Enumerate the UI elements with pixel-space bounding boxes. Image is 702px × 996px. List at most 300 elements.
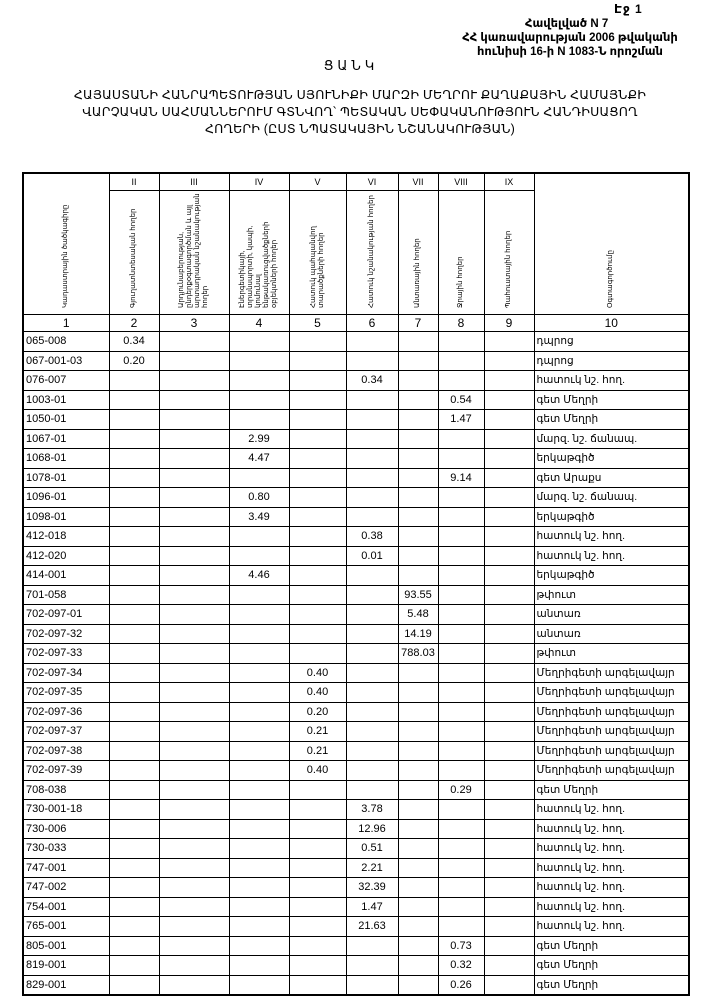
agricultural-land-cell [109, 800, 159, 820]
industrial-land-cell [159, 956, 229, 976]
water-land-cell [438, 897, 484, 917]
forest-land-cell [398, 371, 438, 391]
land-use-cell: Մեղրիգետի արգելավայր [534, 722, 689, 742]
water-land-cell [438, 624, 484, 644]
forest-land-cell [398, 956, 438, 976]
land-use-cell: հատուկ նշ. հող. [534, 917, 689, 937]
land-use-cell: Մեղրիգետի արգելավայր [534, 741, 689, 761]
special-purpose-land-cell [346, 644, 398, 664]
forest-land-cell [398, 917, 438, 937]
column-number: 7 [398, 315, 438, 332]
land-register-table [22, 172, 690, 996]
land-use-cell: դպրոց [534, 351, 689, 371]
cadastral-code-cell: 805-001 [23, 936, 109, 956]
water-land-cell [438, 839, 484, 859]
forest-land-cell [398, 761, 438, 781]
infrastructure-land-cell [229, 468, 289, 488]
industrial-land-cell [159, 839, 229, 859]
agricultural-land-cell [109, 897, 159, 917]
water-land-cell [438, 878, 484, 898]
forest-land-cell [398, 663, 438, 683]
reserve-land-cell [484, 917, 534, 937]
column-number: 5 [289, 315, 346, 332]
cadastral-code-cell: 1096-01 [23, 488, 109, 508]
special-purpose-land-cell [346, 722, 398, 742]
cadastral-code-cell: 414-001 [23, 566, 109, 586]
industrial-land-cell [159, 371, 229, 391]
land-use-cell: հատուկ նշ. հող. [534, 800, 689, 820]
land-use-cell: երկաթգիծ [534, 507, 689, 527]
special-purpose-land-cell [346, 488, 398, 508]
table-row [23, 878, 689, 898]
agricultural-land-cell [109, 527, 159, 547]
protected-land-cell: 0.20 [289, 702, 346, 722]
industrial-land-cell [159, 858, 229, 878]
infrastructure-land-cell: 4.47 [229, 449, 289, 469]
water-land-cell [438, 351, 484, 371]
special-purpose-land-cell: 1.47 [346, 897, 398, 917]
reserve-land-cell [484, 956, 534, 976]
industrial-land-cell [159, 878, 229, 898]
reserve-land-cell [484, 858, 534, 878]
title-line: ՀԱՅԱՍՏԱՆԻ ՀԱՆՐԱՊԵՏՈՒԹՅԱՆ ՍՅՈՒՆԻՔԻ ՄԱՐԶԻ ՄԵՂՐՈՒ ՔԱՂԱՔԱՅԻՆ ՀԱՄԱՅՆՔԻ [73, 88, 647, 102]
table-row [23, 585, 689, 605]
protected-land-cell [289, 449, 346, 469]
land-use-cell: թփուտ [534, 585, 689, 605]
table-row [23, 507, 689, 527]
water-land-cell: 0.54 [438, 390, 484, 410]
column-header-7: Անտառային հողեր [398, 191, 438, 315]
water-land-cell [438, 819, 484, 839]
table-row [23, 819, 689, 839]
reserve-land-cell [484, 780, 534, 800]
land-use-cell: գետ Մեղրի [534, 390, 689, 410]
cadastral-code-cell: 754-001 [23, 897, 109, 917]
industrial-land-cell [159, 722, 229, 742]
roman-numeral: IV [229, 173, 289, 191]
table-row [23, 488, 689, 508]
cadastral-code-cell: 1098-01 [23, 507, 109, 527]
forest-land-cell [398, 702, 438, 722]
water-land-cell: 1.47 [438, 410, 484, 430]
reserve-land-cell [484, 468, 534, 488]
table-row [23, 546, 689, 566]
reserve-land-cell [484, 975, 534, 995]
industrial-land-cell [159, 468, 229, 488]
industrial-land-cell [159, 410, 229, 430]
infrastructure-land-cell [229, 585, 289, 605]
column-header-9: Պահուստային հողեր [484, 191, 534, 315]
water-land-cell [438, 702, 484, 722]
water-land-cell: 0.29 [438, 780, 484, 800]
forest-land-cell: 93.55 [398, 585, 438, 605]
column-header-8: Ջրային հողեր [438, 191, 484, 315]
forest-land-cell [398, 429, 438, 449]
cadastral-code-cell: 702-097-33 [23, 644, 109, 664]
land-use-cell: անտառ [534, 605, 689, 625]
protected-land-cell [289, 975, 346, 995]
special-purpose-land-cell: 0.51 [346, 839, 398, 859]
reserve-land-cell [484, 410, 534, 430]
infrastructure-land-cell [229, 839, 289, 859]
table-row [23, 741, 689, 761]
roman-numeral: VIII [438, 173, 484, 191]
reserve-land-cell [484, 800, 534, 820]
agricultural-land-cell [109, 741, 159, 761]
special-purpose-land-cell [346, 332, 398, 352]
column-number: 1 [23, 315, 109, 332]
land-use-cell: Մեղրիգետի արգելավայր [534, 702, 689, 722]
industrial-land-cell [159, 332, 229, 352]
forest-land-cell [398, 332, 438, 352]
water-land-cell [438, 585, 484, 605]
cadastral-code-cell: 076-007 [23, 371, 109, 391]
column-number: 10 [534, 315, 689, 332]
table-row [23, 332, 689, 352]
cadastral-code-cell: 702-097-01 [23, 605, 109, 625]
industrial-land-cell [159, 546, 229, 566]
industrial-land-cell [159, 683, 229, 703]
forest-land-cell [398, 819, 438, 839]
cadastral-code-cell: 829-001 [23, 975, 109, 995]
water-land-cell [438, 917, 484, 937]
infrastructure-land-cell [229, 936, 289, 956]
infrastructure-land-cell [229, 410, 289, 430]
table-row [23, 761, 689, 781]
forest-land-cell [398, 839, 438, 859]
special-purpose-land-cell [346, 702, 398, 722]
agricultural-land-cell: 0.20 [109, 351, 159, 371]
protected-land-cell [289, 429, 346, 449]
cadastral-code-cell: 1050-01 [23, 410, 109, 430]
reserve-land-cell [484, 585, 534, 605]
annex-line-2: ՀՀ կառավարության 2006 թվականի [462, 32, 678, 44]
water-land-cell [438, 507, 484, 527]
special-purpose-land-cell: 21.63 [346, 917, 398, 937]
table-row [23, 410, 689, 430]
infrastructure-land-cell [229, 858, 289, 878]
reserve-land-cell [484, 936, 534, 956]
forest-land-cell [398, 858, 438, 878]
water-land-cell [438, 663, 484, 683]
cadastral-code-cell: 065-008 [23, 332, 109, 352]
protected-land-cell [289, 800, 346, 820]
column-number: 2 [109, 315, 159, 332]
reserve-land-cell [484, 624, 534, 644]
reserve-land-cell [484, 683, 534, 703]
reserve-land-cell [484, 605, 534, 625]
column-number: 8 [438, 315, 484, 332]
annex-line-1: Հավելված N 7 [525, 18, 609, 30]
land-use-cell: Մեղրիգետի արգելավայր [534, 683, 689, 703]
reserve-land-cell [484, 390, 534, 410]
cadastral-code-cell: 1068-01 [23, 449, 109, 469]
infrastructure-land-cell [229, 605, 289, 625]
agricultural-land-cell [109, 546, 159, 566]
water-land-cell [438, 800, 484, 820]
land-use-cell: երկաթգիծ [534, 566, 689, 586]
forest-land-cell [398, 507, 438, 527]
water-land-cell [438, 683, 484, 703]
land-use-cell: հատուկ նշ. հող. [534, 527, 689, 547]
industrial-land-cell [159, 663, 229, 683]
industrial-land-cell [159, 488, 229, 508]
industrial-land-cell [159, 585, 229, 605]
infrastructure-land-cell [229, 780, 289, 800]
forest-land-cell [398, 975, 438, 995]
protected-land-cell [289, 624, 346, 644]
water-land-cell [438, 722, 484, 742]
column-number-row [23, 315, 689, 332]
table-row [23, 429, 689, 449]
infrastructure-land-cell [229, 819, 289, 839]
protected-land-cell [289, 371, 346, 391]
forest-land-cell [398, 722, 438, 742]
special-purpose-land-cell: 2.21 [346, 858, 398, 878]
column-header-3: Արդյունաբերության, ընդերքօգտագործման և այլ արտադրական նշանակության հողեր [159, 191, 229, 315]
table-row [23, 605, 689, 625]
agricultural-land-cell [109, 390, 159, 410]
infrastructure-land-cell [229, 371, 289, 391]
reserve-land-cell [484, 507, 534, 527]
table-row [23, 644, 689, 664]
protected-land-cell [289, 468, 346, 488]
protected-land-cell [289, 410, 346, 430]
special-purpose-land-cell [346, 624, 398, 644]
forest-land-cell: 14.19 [398, 624, 438, 644]
column-header-1: Կադաստրային ծածկագիրը [23, 173, 109, 315]
infrastructure-land-cell [229, 683, 289, 703]
table-row [23, 683, 689, 703]
table-row [23, 780, 689, 800]
table-row [23, 527, 689, 547]
special-purpose-land-cell [346, 449, 398, 469]
table-row [23, 663, 689, 683]
reserve-land-cell [484, 741, 534, 761]
protected-land-cell [289, 897, 346, 917]
forest-land-cell [398, 546, 438, 566]
table-row [23, 702, 689, 722]
water-land-cell [438, 527, 484, 547]
cadastral-code-cell: 747-001 [23, 858, 109, 878]
water-land-cell [438, 332, 484, 352]
agricultural-land-cell [109, 702, 159, 722]
agricultural-land-cell [109, 566, 159, 586]
protected-land-cell [289, 605, 346, 625]
forest-land-cell [398, 468, 438, 488]
infrastructure-land-cell [229, 722, 289, 742]
cadastral-code-cell: 1067-01 [23, 429, 109, 449]
protected-land-cell [289, 858, 346, 878]
agricultural-land-cell [109, 429, 159, 449]
cadastral-code-cell: 702-097-34 [23, 663, 109, 683]
protected-land-cell: 0.40 [289, 683, 346, 703]
forest-land-cell [398, 566, 438, 586]
table-row [23, 566, 689, 586]
infrastructure-land-cell [229, 975, 289, 995]
reserve-land-cell [484, 839, 534, 859]
roman-numeral: III [159, 173, 229, 191]
industrial-land-cell [159, 429, 229, 449]
protected-land-cell [289, 546, 346, 566]
water-land-cell [438, 546, 484, 566]
table-row [23, 956, 689, 976]
cadastral-code-cell: 702-097-37 [23, 722, 109, 742]
reserve-land-cell [484, 527, 534, 547]
reserve-land-cell [484, 878, 534, 898]
special-purpose-land-cell: 0.01 [346, 546, 398, 566]
special-purpose-land-cell [346, 956, 398, 976]
land-use-cell: հատուկ նշ. հող. [534, 897, 689, 917]
industrial-land-cell [159, 780, 229, 800]
land-use-cell: երկաթգիծ [534, 449, 689, 469]
roman-numeral: VI [346, 173, 398, 191]
infrastructure-land-cell [229, 546, 289, 566]
industrial-land-cell [159, 527, 229, 547]
cadastral-code-cell: 702-097-38 [23, 741, 109, 761]
page-number: Էջ 1 [614, 2, 643, 16]
table-row [23, 722, 689, 742]
reserve-land-cell [484, 761, 534, 781]
agricultural-land-cell [109, 488, 159, 508]
protected-land-cell: 0.21 [289, 722, 346, 742]
annex-reference [440, 17, 700, 59]
industrial-land-cell [159, 741, 229, 761]
forest-land-cell [398, 488, 438, 508]
special-purpose-land-cell: 12.96 [346, 819, 398, 839]
agricultural-land-cell [109, 449, 159, 469]
column-header-4: Էներգետիկայի, տրանսպորտի, կապի, կոմունալ ենթակառուցվածքների օբյեկտների հողեր [229, 191, 289, 315]
infrastructure-land-cell [229, 702, 289, 722]
infrastructure-land-cell [229, 741, 289, 761]
agricultural-land-cell [109, 585, 159, 605]
land-use-cell: թփուտ [534, 644, 689, 664]
industrial-land-cell [159, 351, 229, 371]
protected-land-cell [289, 566, 346, 586]
reserve-land-cell [484, 371, 534, 391]
table-row [23, 975, 689, 995]
industrial-land-cell [159, 761, 229, 781]
special-purpose-land-cell: 0.38 [346, 527, 398, 547]
agricultural-land-cell [109, 761, 159, 781]
cadastral-code-cell: 701-058 [23, 585, 109, 605]
special-purpose-land-cell [346, 429, 398, 449]
industrial-land-cell [159, 702, 229, 722]
reserve-land-cell [484, 644, 534, 664]
reserve-land-cell [484, 722, 534, 742]
water-land-cell: 0.73 [438, 936, 484, 956]
reserve-land-cell [484, 449, 534, 469]
water-land-cell [438, 605, 484, 625]
water-land-cell [438, 449, 484, 469]
agricultural-land-cell [109, 722, 159, 742]
special-purpose-land-cell [346, 468, 398, 488]
roman-header-row [23, 173, 689, 191]
industrial-land-cell [159, 819, 229, 839]
special-purpose-land-cell [346, 683, 398, 703]
agricultural-land-cell [109, 858, 159, 878]
infrastructure-land-cell [229, 332, 289, 352]
agricultural-land-cell [109, 663, 159, 683]
water-land-cell [438, 644, 484, 664]
water-land-cell [438, 429, 484, 449]
industrial-land-cell [159, 897, 229, 917]
column-number: 4 [229, 315, 289, 332]
protected-land-cell [289, 819, 346, 839]
water-land-cell [438, 371, 484, 391]
water-land-cell: 9.14 [438, 468, 484, 488]
special-purpose-land-cell: 0.34 [346, 371, 398, 391]
infrastructure-land-cell [229, 527, 289, 547]
forest-land-cell [398, 878, 438, 898]
agricultural-land-cell [109, 819, 159, 839]
reserve-land-cell [484, 897, 534, 917]
land-use-cell: Մեղրիգետի արգելավայր [534, 663, 689, 683]
agricultural-land-cell [109, 605, 159, 625]
agricultural-land-cell [109, 878, 159, 898]
protected-land-cell [289, 878, 346, 898]
agricultural-land-cell [109, 956, 159, 976]
industrial-land-cell [159, 624, 229, 644]
infrastructure-land-cell: 4.46 [229, 566, 289, 586]
industrial-land-cell [159, 975, 229, 995]
roman-numeral: VII [398, 173, 438, 191]
land-use-cell: հատուկ նշ. հող. [534, 371, 689, 391]
land-use-cell: հատուկ նշ. հող. [534, 546, 689, 566]
special-purpose-land-cell [346, 585, 398, 605]
reserve-land-cell [484, 566, 534, 586]
land-use-cell: մարզ. նշ. ճանապ. [534, 429, 689, 449]
infrastructure-land-cell [229, 897, 289, 917]
annex-line-3: հունիսի 16-ի N 1083-Ն որոշման [477, 46, 663, 58]
protected-land-cell [289, 839, 346, 859]
reserve-land-cell [484, 332, 534, 352]
forest-land-cell [398, 527, 438, 547]
column-number: 6 [346, 315, 398, 332]
protected-land-cell: 0.21 [289, 741, 346, 761]
water-land-cell [438, 566, 484, 586]
infrastructure-land-cell [229, 351, 289, 371]
column-header-5: Հատուկ պահպանվող տարածքների հողեր [289, 191, 346, 315]
special-purpose-land-cell [346, 741, 398, 761]
protected-land-cell [289, 917, 346, 937]
cadastral-code-cell: 819-001 [23, 956, 109, 976]
water-land-cell: 0.26 [438, 975, 484, 995]
special-purpose-land-cell [346, 351, 398, 371]
infrastructure-land-cell: 3.49 [229, 507, 289, 527]
roman-numeral: V [289, 173, 346, 191]
industrial-land-cell [159, 390, 229, 410]
agricultural-land-cell [109, 780, 159, 800]
industrial-land-cell [159, 605, 229, 625]
agricultural-land-cell [109, 624, 159, 644]
table-row [23, 839, 689, 859]
table-row [23, 624, 689, 644]
infrastructure-land-cell [229, 663, 289, 683]
land-use-cell: գետ Մեղրի [534, 975, 689, 995]
land-use-cell: դպրոց [534, 332, 689, 352]
cadastral-code-cell: 702-097-36 [23, 702, 109, 722]
land-use-cell: գետ Մեղրի [534, 780, 689, 800]
reserve-land-cell [484, 429, 534, 449]
protected-land-cell [289, 644, 346, 664]
land-use-cell: գետ Մեղրի [534, 936, 689, 956]
special-purpose-land-cell [346, 410, 398, 430]
reserve-land-cell [484, 702, 534, 722]
special-purpose-land-cell [346, 663, 398, 683]
water-land-cell [438, 858, 484, 878]
infrastructure-land-cell [229, 956, 289, 976]
